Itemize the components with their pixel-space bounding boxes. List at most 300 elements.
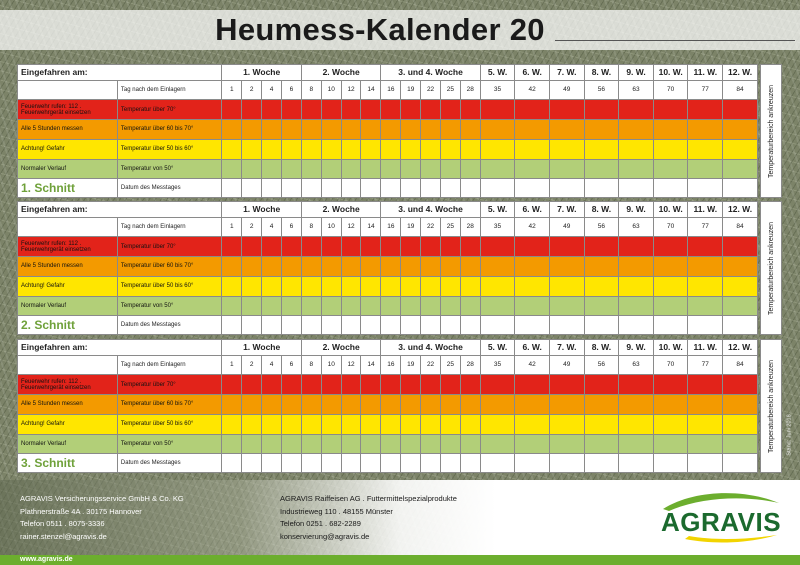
date-cell[interactable]: [401, 179, 421, 198]
checkbox-cell[interactable]: [281, 276, 301, 296]
checkbox-cell[interactable]: [460, 276, 480, 296]
checkbox-cell[interactable]: [619, 414, 654, 434]
checkbox-cell[interactable]: [262, 296, 282, 316]
checkbox-cell[interactable]: [584, 139, 619, 159]
checkbox-cell[interactable]: [480, 237, 515, 257]
checkbox-cell[interactable]: [515, 120, 550, 140]
checkbox-cell[interactable]: [361, 120, 381, 140]
checkbox-cell[interactable]: [381, 100, 401, 120]
date-cell[interactable]: [361, 454, 381, 473]
checkbox-cell[interactable]: [723, 276, 758, 296]
checkbox-cell[interactable]: [440, 257, 460, 277]
checkbox-cell[interactable]: [653, 276, 688, 296]
checkbox-cell[interactable]: [584, 100, 619, 120]
checkbox-cell[interactable]: [222, 257, 242, 277]
date-cell[interactable]: [242, 179, 262, 198]
checkbox-cell[interactable]: [549, 159, 584, 179]
checkbox-cell[interactable]: [361, 434, 381, 454]
date-cell[interactable]: [421, 179, 441, 198]
checkbox-cell[interactable]: [480, 276, 515, 296]
checkbox-cell[interactable]: [480, 120, 515, 140]
checkbox-cell[interactable]: [549, 296, 584, 316]
date-cell[interactable]: [653, 179, 688, 198]
checkbox-cell[interactable]: [301, 434, 321, 454]
checkbox-cell[interactable]: [440, 159, 460, 179]
checkbox-cell[interactable]: [222, 395, 242, 415]
checkbox-cell[interactable]: [653, 237, 688, 257]
checkbox-cell[interactable]: [361, 375, 381, 395]
checkbox-cell[interactable]: [421, 276, 441, 296]
checkbox-cell[interactable]: [381, 237, 401, 257]
checkbox-cell[interactable]: [549, 257, 584, 277]
checkbox-cell[interactable]: [262, 139, 282, 159]
date-cell[interactable]: [549, 316, 584, 335]
checkbox-cell[interactable]: [341, 120, 361, 140]
checkbox-cell[interactable]: [549, 375, 584, 395]
checkbox-cell[interactable]: [723, 434, 758, 454]
date-entry-cell[interactable]: [18, 80, 118, 100]
checkbox-cell[interactable]: [281, 139, 301, 159]
checkbox-cell[interactable]: [242, 414, 262, 434]
checkbox-cell[interactable]: [361, 100, 381, 120]
checkbox-cell[interactable]: [653, 395, 688, 415]
checkbox-cell[interactable]: [421, 120, 441, 140]
checkbox-cell[interactable]: [222, 414, 242, 434]
checkbox-cell[interactable]: [688, 120, 723, 140]
date-cell[interactable]: [460, 179, 480, 198]
checkbox-cell[interactable]: [515, 434, 550, 454]
checkbox-cell[interactable]: [440, 276, 460, 296]
date-cell[interactable]: [281, 179, 301, 198]
checkbox-cell[interactable]: [584, 159, 619, 179]
date-cell[interactable]: [262, 454, 282, 473]
checkbox-cell[interactable]: [584, 296, 619, 316]
checkbox-cell[interactable]: [584, 375, 619, 395]
checkbox-cell[interactable]: [515, 276, 550, 296]
checkbox-cell[interactable]: [515, 237, 550, 257]
checkbox-cell[interactable]: [242, 100, 262, 120]
checkbox-cell[interactable]: [262, 159, 282, 179]
checkbox-cell[interactable]: [723, 237, 758, 257]
checkbox-cell[interactable]: [723, 100, 758, 120]
checkbox-cell[interactable]: [262, 414, 282, 434]
checkbox-cell[interactable]: [549, 276, 584, 296]
checkbox-cell[interactable]: [619, 276, 654, 296]
checkbox-cell[interactable]: [549, 237, 584, 257]
checkbox-cell[interactable]: [262, 276, 282, 296]
checkbox-cell[interactable]: [242, 159, 262, 179]
date-cell[interactable]: [515, 454, 550, 473]
checkbox-cell[interactable]: [584, 237, 619, 257]
checkbox-cell[interactable]: [301, 257, 321, 277]
checkbox-cell[interactable]: [262, 434, 282, 454]
date-cell[interactable]: [688, 316, 723, 335]
checkbox-cell[interactable]: [723, 257, 758, 277]
checkbox-cell[interactable]: [222, 276, 242, 296]
checkbox-cell[interactable]: [381, 395, 401, 415]
checkbox-cell[interactable]: [688, 139, 723, 159]
checkbox-cell[interactable]: [619, 159, 654, 179]
checkbox-cell[interactable]: [480, 159, 515, 179]
checkbox-cell[interactable]: [341, 434, 361, 454]
checkbox-cell[interactable]: [480, 414, 515, 434]
checkbox-cell[interactable]: [653, 414, 688, 434]
checkbox-cell[interactable]: [222, 159, 242, 179]
checkbox-cell[interactable]: [421, 159, 441, 179]
checkbox-cell[interactable]: [222, 296, 242, 316]
checkbox-cell[interactable]: [341, 237, 361, 257]
checkbox-cell[interactable]: [341, 414, 361, 434]
checkbox-cell[interactable]: [688, 414, 723, 434]
checkbox-cell[interactable]: [281, 100, 301, 120]
checkbox-cell[interactable]: [515, 395, 550, 415]
checkbox-cell[interactable]: [460, 159, 480, 179]
date-cell[interactable]: [341, 179, 361, 198]
checkbox-cell[interactable]: [361, 395, 381, 415]
checkbox-cell[interactable]: [401, 414, 421, 434]
date-cell[interactable]: [619, 179, 654, 198]
date-cell[interactable]: [480, 454, 515, 473]
checkbox-cell[interactable]: [262, 395, 282, 415]
checkbox-cell[interactable]: [281, 120, 301, 140]
checkbox-cell[interactable]: [361, 257, 381, 277]
checkbox-cell[interactable]: [653, 139, 688, 159]
checkbox-cell[interactable]: [688, 159, 723, 179]
checkbox-cell[interactable]: [653, 375, 688, 395]
checkbox-cell[interactable]: [480, 296, 515, 316]
checkbox-cell[interactable]: [242, 296, 262, 316]
checkbox-cell[interactable]: [688, 434, 723, 454]
checkbox-cell[interactable]: [480, 139, 515, 159]
checkbox-cell[interactable]: [341, 375, 361, 395]
date-cell[interactable]: [381, 454, 401, 473]
checkbox-cell[interactable]: [262, 257, 282, 277]
checkbox-cell[interactable]: [381, 139, 401, 159]
checkbox-cell[interactable]: [222, 237, 242, 257]
checkbox-cell[interactable]: [480, 100, 515, 120]
checkbox-cell[interactable]: [584, 434, 619, 454]
checkbox-cell[interactable]: [619, 434, 654, 454]
checkbox-cell[interactable]: [723, 139, 758, 159]
checkbox-cell[interactable]: [480, 375, 515, 395]
checkbox-cell[interactable]: [549, 434, 584, 454]
checkbox-cell[interactable]: [341, 257, 361, 277]
checkbox-cell[interactable]: [341, 100, 361, 120]
date-cell[interactable]: [480, 179, 515, 198]
checkbox-cell[interactable]: [361, 276, 381, 296]
checkbox-cell[interactable]: [281, 257, 301, 277]
date-cell[interactable]: [301, 179, 321, 198]
checkbox-cell[interactable]: [301, 375, 321, 395]
checkbox-cell[interactable]: [723, 395, 758, 415]
checkbox-cell[interactable]: [584, 120, 619, 140]
checkbox-cell[interactable]: [480, 395, 515, 415]
checkbox-cell[interactable]: [321, 237, 341, 257]
checkbox-cell[interactable]: [222, 120, 242, 140]
checkbox-cell[interactable]: [619, 395, 654, 415]
checkbox-cell[interactable]: [262, 237, 282, 257]
checkbox-cell[interactable]: [440, 375, 460, 395]
date-cell[interactable]: [723, 454, 758, 473]
checkbox-cell[interactable]: [723, 296, 758, 316]
checkbox-cell[interactable]: [549, 395, 584, 415]
date-cell[interactable]: [584, 454, 619, 473]
checkbox-cell[interactable]: [301, 296, 321, 316]
checkbox-cell[interactable]: [440, 237, 460, 257]
checkbox-cell[interactable]: [341, 159, 361, 179]
date-cell[interactable]: [222, 454, 242, 473]
date-cell[interactable]: [281, 316, 301, 335]
date-cell[interactable]: [619, 316, 654, 335]
website-link[interactable]: www.agravis.de: [20, 556, 73, 563]
checkbox-cell[interactable]: [723, 159, 758, 179]
checkbox-cell[interactable]: [242, 257, 262, 277]
checkbox-cell[interactable]: [515, 257, 550, 277]
date-cell[interactable]: [301, 316, 321, 335]
checkbox-cell[interactable]: [460, 257, 480, 277]
checkbox-cell[interactable]: [421, 139, 441, 159]
checkbox-cell[interactable]: [653, 100, 688, 120]
checkbox-cell[interactable]: [321, 100, 341, 120]
date-cell[interactable]: [515, 179, 550, 198]
checkbox-cell[interactable]: [421, 257, 441, 277]
checkbox-cell[interactable]: [460, 237, 480, 257]
checkbox-cell[interactable]: [653, 159, 688, 179]
checkbox-cell[interactable]: [401, 120, 421, 140]
checkbox-cell[interactable]: [688, 237, 723, 257]
checkbox-cell[interactable]: [480, 257, 515, 277]
checkbox-cell[interactable]: [361, 414, 381, 434]
checkbox-cell[interactable]: [549, 120, 584, 140]
checkbox-cell[interactable]: [321, 434, 341, 454]
checkbox-cell[interactable]: [653, 257, 688, 277]
date-cell[interactable]: [381, 316, 401, 335]
checkbox-cell[interactable]: [460, 100, 480, 120]
checkbox-cell[interactable]: [321, 120, 341, 140]
checkbox-cell[interactable]: [440, 414, 460, 434]
date-cell[interactable]: [440, 454, 460, 473]
checkbox-cell[interactable]: [515, 139, 550, 159]
checkbox-cell[interactable]: [460, 395, 480, 415]
checkbox-cell[interactable]: [381, 120, 401, 140]
date-cell[interactable]: [723, 316, 758, 335]
checkbox-cell[interactable]: [341, 139, 361, 159]
date-cell[interactable]: [321, 454, 341, 473]
checkbox-cell[interactable]: [723, 375, 758, 395]
checkbox-cell[interactable]: [460, 434, 480, 454]
checkbox-cell[interactable]: [361, 159, 381, 179]
checkbox-cell[interactable]: [653, 296, 688, 316]
checkbox-cell[interactable]: [619, 257, 654, 277]
date-cell[interactable]: [549, 454, 584, 473]
checkbox-cell[interactable]: [301, 159, 321, 179]
date-cell[interactable]: [653, 454, 688, 473]
date-cell[interactable]: [281, 454, 301, 473]
date-cell[interactable]: [440, 316, 460, 335]
checkbox-cell[interactable]: [401, 100, 421, 120]
checkbox-cell[interactable]: [281, 414, 301, 434]
checkbox-cell[interactable]: [584, 276, 619, 296]
checkbox-cell[interactable]: [480, 434, 515, 454]
date-cell[interactable]: [688, 454, 723, 473]
checkbox-cell[interactable]: [341, 296, 361, 316]
checkbox-cell[interactable]: [401, 257, 421, 277]
checkbox-cell[interactable]: [460, 139, 480, 159]
checkbox-cell[interactable]: [321, 276, 341, 296]
checkbox-cell[interactable]: [460, 120, 480, 140]
date-cell[interactable]: [262, 179, 282, 198]
checkbox-cell[interactable]: [222, 434, 242, 454]
checkbox-cell[interactable]: [222, 375, 242, 395]
checkbox-cell[interactable]: [584, 395, 619, 415]
checkbox-cell[interactable]: [723, 414, 758, 434]
checkbox-cell[interactable]: [421, 375, 441, 395]
checkbox-cell[interactable]: [619, 100, 654, 120]
checkbox-cell[interactable]: [421, 296, 441, 316]
checkbox-cell[interactable]: [242, 395, 262, 415]
checkbox-cell[interactable]: [723, 120, 758, 140]
checkbox-cell[interactable]: [301, 100, 321, 120]
checkbox-cell[interactable]: [242, 375, 262, 395]
date-cell[interactable]: [440, 179, 460, 198]
checkbox-cell[interactable]: [401, 139, 421, 159]
date-cell[interactable]: [653, 316, 688, 335]
checkbox-cell[interactable]: [688, 276, 723, 296]
checkbox-cell[interactable]: [321, 257, 341, 277]
date-cell[interactable]: [421, 316, 441, 335]
checkbox-cell[interactable]: [321, 296, 341, 316]
checkbox-cell[interactable]: [688, 296, 723, 316]
checkbox-cell[interactable]: [262, 120, 282, 140]
date-cell[interactable]: [301, 454, 321, 473]
checkbox-cell[interactable]: [460, 296, 480, 316]
checkbox-cell[interactable]: [301, 237, 321, 257]
checkbox-cell[interactable]: [381, 159, 401, 179]
checkbox-cell[interactable]: [401, 276, 421, 296]
checkbox-cell[interactable]: [401, 237, 421, 257]
checkbox-cell[interactable]: [281, 375, 301, 395]
checkbox-cell[interactable]: [242, 139, 262, 159]
checkbox-cell[interactable]: [401, 159, 421, 179]
checkbox-cell[interactable]: [281, 296, 301, 316]
checkbox-cell[interactable]: [341, 395, 361, 415]
checkbox-cell[interactable]: [421, 395, 441, 415]
checkbox-cell[interactable]: [381, 296, 401, 316]
checkbox-cell[interactable]: [440, 395, 460, 415]
checkbox-cell[interactable]: [401, 395, 421, 415]
checkbox-cell[interactable]: [321, 375, 341, 395]
checkbox-cell[interactable]: [619, 120, 654, 140]
checkbox-cell[interactable]: [381, 257, 401, 277]
checkbox-cell[interactable]: [281, 395, 301, 415]
checkbox-cell[interactable]: [222, 100, 242, 120]
checkbox-cell[interactable]: [381, 375, 401, 395]
checkbox-cell[interactable]: [584, 257, 619, 277]
checkbox-cell[interactable]: [619, 139, 654, 159]
checkbox-cell[interactable]: [361, 139, 381, 159]
checkbox-cell[interactable]: [301, 120, 321, 140]
date-cell[interactable]: [222, 316, 242, 335]
checkbox-cell[interactable]: [619, 375, 654, 395]
checkbox-cell[interactable]: [381, 276, 401, 296]
checkbox-cell[interactable]: [688, 395, 723, 415]
checkbox-cell[interactable]: [515, 159, 550, 179]
date-cell[interactable]: [401, 316, 421, 335]
date-cell[interactable]: [242, 316, 262, 335]
date-cell[interactable]: [321, 316, 341, 335]
checkbox-cell[interactable]: [262, 100, 282, 120]
checkbox-cell[interactable]: [401, 375, 421, 395]
checkbox-cell[interactable]: [440, 434, 460, 454]
date-cell[interactable]: [341, 454, 361, 473]
checkbox-cell[interactable]: [401, 434, 421, 454]
checkbox-cell[interactable]: [619, 237, 654, 257]
checkbox-cell[interactable]: [653, 120, 688, 140]
checkbox-cell[interactable]: [515, 100, 550, 120]
checkbox-cell[interactable]: [421, 414, 441, 434]
checkbox-cell[interactable]: [301, 276, 321, 296]
checkbox-cell[interactable]: [321, 414, 341, 434]
checkbox-cell[interactable]: [440, 120, 460, 140]
checkbox-cell[interactable]: [262, 375, 282, 395]
checkbox-cell[interactable]: [321, 139, 341, 159]
date-cell[interactable]: [341, 316, 361, 335]
date-cell[interactable]: [619, 454, 654, 473]
checkbox-cell[interactable]: [242, 237, 262, 257]
checkbox-cell[interactable]: [381, 414, 401, 434]
checkbox-cell[interactable]: [281, 434, 301, 454]
date-cell[interactable]: [401, 454, 421, 473]
checkbox-cell[interactable]: [242, 120, 262, 140]
checkbox-cell[interactable]: [421, 237, 441, 257]
date-cell[interactable]: [460, 316, 480, 335]
date-cell[interactable]: [723, 179, 758, 198]
checkbox-cell[interactable]: [361, 296, 381, 316]
date-cell[interactable]: [361, 316, 381, 335]
date-cell[interactable]: [480, 316, 515, 335]
checkbox-cell[interactable]: [301, 139, 321, 159]
checkbox-cell[interactable]: [688, 257, 723, 277]
date-cell[interactable]: [262, 316, 282, 335]
date-cell[interactable]: [688, 179, 723, 198]
checkbox-cell[interactable]: [653, 434, 688, 454]
date-cell[interactable]: [584, 179, 619, 198]
date-entry-cell[interactable]: [18, 355, 118, 375]
checkbox-cell[interactable]: [321, 159, 341, 179]
checkbox-cell[interactable]: [281, 237, 301, 257]
checkbox-cell[interactable]: [515, 296, 550, 316]
checkbox-cell[interactable]: [584, 414, 619, 434]
checkbox-cell[interactable]: [515, 375, 550, 395]
checkbox-cell[interactable]: [549, 100, 584, 120]
checkbox-cell[interactable]: [421, 434, 441, 454]
checkbox-cell[interactable]: [688, 100, 723, 120]
checkbox-cell[interactable]: [515, 414, 550, 434]
checkbox-cell[interactable]: [460, 414, 480, 434]
checkbox-cell[interactable]: [222, 139, 242, 159]
checkbox-cell[interactable]: [301, 395, 321, 415]
date-cell[interactable]: [584, 316, 619, 335]
checkbox-cell[interactable]: [301, 414, 321, 434]
checkbox-cell[interactable]: [460, 375, 480, 395]
checkbox-cell[interactable]: [440, 100, 460, 120]
checkbox-cell[interactable]: [688, 375, 723, 395]
checkbox-cell[interactable]: [381, 434, 401, 454]
date-cell[interactable]: [460, 454, 480, 473]
checkbox-cell[interactable]: [242, 276, 262, 296]
date-cell[interactable]: [549, 179, 584, 198]
checkbox-cell[interactable]: [421, 100, 441, 120]
